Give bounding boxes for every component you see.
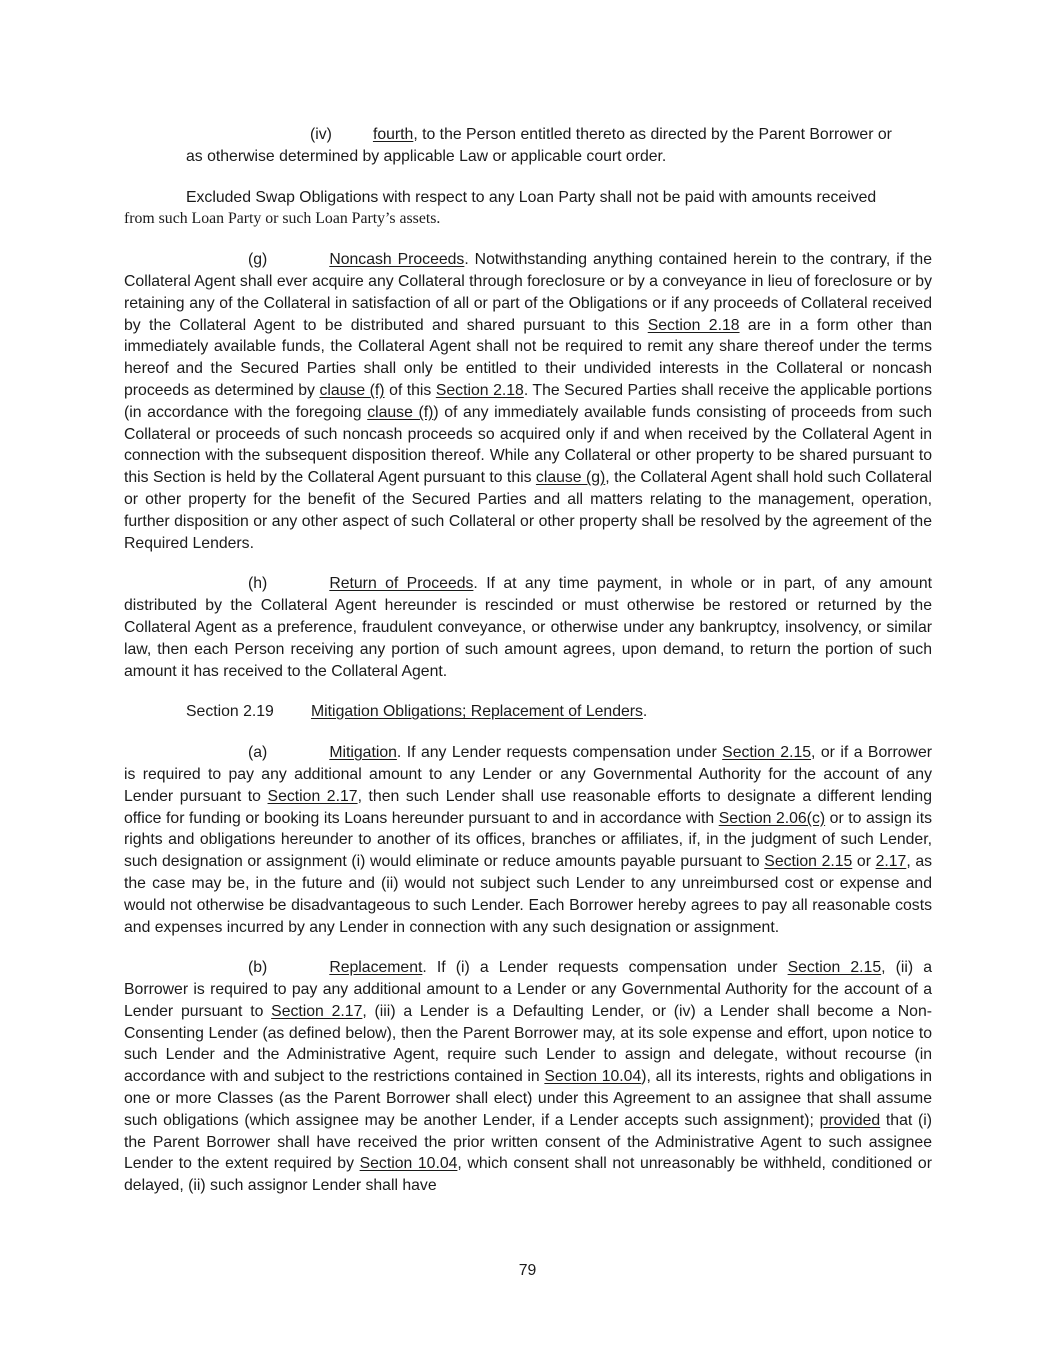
- clause-b-text: , (iii) a Lender is a Defaulting Lender, or (iv) a Lender shall become a Non-Consenting Lender (as defined below), then the Parent Borrower may, at its sole expense and effort, upon notice to such Lender and the Administrative Agent, require such Lender to assign and delegate, without recourse (in accordance with and subject to the restrictions contained in: [124, 1002, 933, 1086]
- section-reference: Section 2.18: [647, 316, 740, 334]
- clause-reference: clause (f): [367, 403, 434, 421]
- section-reference: Section 2.17: [271, 1002, 363, 1020]
- clause-b-marker: (b): [248, 959, 268, 977]
- clause-b-text: , which consent shall not unreasonably be withheld, conditioned or delayed, (ii) such assignor Lender shall have: [124, 1155, 932, 1195]
- clause-h-heading: Return of Proceeds: [329, 575, 474, 593]
- clause-iv-text-cont: as otherwise determined by applicable Law or applicable court order.: [186, 147, 667, 165]
- clause-b: [124, 957, 932, 1197]
- section-reference: Section 2.18: [435, 381, 524, 399]
- clause-b-text: , (ii) a Borrower is required to pay any additional amount to a Lender or any Governmental Authority for the account of a Lender pursuant to: [124, 959, 933, 1020]
- excluded-swap-paragraph: [124, 187, 932, 231]
- section-reference: Section 2.15: [764, 853, 853, 871]
- excluded-line-1: Excluded Swap Obligations with respect to any Loan Party shall not be paid with amounts received: [186, 188, 877, 206]
- section-reference: Section 2.17: [267, 787, 358, 805]
- clause-b-text: . If (i) a Lender requests compensation under: [422, 959, 788, 977]
- clause-g-text: . The Secured Parties shall receive the applicable portions (in accordance with the foregoing: [124, 381, 932, 421]
- clause-a-marker: (a): [248, 744, 268, 762]
- section-reference: Section 10.04: [359, 1155, 458, 1173]
- section-reference: Section 2.15: [722, 744, 812, 762]
- section-title: Mitigation Obligations; Replacement of Lenders: [311, 703, 643, 721]
- clause-g-text: , the Collateral Agent shall hold such Collateral or other property for the benefit of the Secured Parties and all matters relating to the management, operation, further disposition or any other aspect of such Collateral or other property shall be resolved by the agreement of the Required Lenders.: [124, 469, 933, 552]
- clause-a-heading: Mitigation: [329, 744, 397, 762]
- clause-iv-term: fourth: [372, 126, 414, 143]
- section-reference: Section 2.06(c): [718, 809, 826, 827]
- excluded-line-2: from such Loan Party or such Loan Party’s assets.: [124, 210, 441, 228]
- provided-term: provided: [819, 1111, 881, 1129]
- clause-iv-marker: (iv): [310, 126, 332, 143]
- clause-a-text: . If any Lender requests compensation under: [396, 744, 723, 762]
- section-title-period: .: [642, 703, 648, 721]
- clause-g-heading: Noncash Proceeds: [329, 251, 465, 269]
- clause-g-text: . Notwithstanding anything contained herein to the contrary, if the Collateral Agent shall ever acquire any Collateral through foreclosure or by a conveyance in lieu of foreclosure or by retaining any of the Collateral in satisfaction of all or part of the Obligations or if any proceeds of Collateral received by the Collateral Agent to be distributed and shared pursuant to this: [124, 251, 932, 334]
- clause-h-text: . If at any time payment, in whole or in part, of any amount distributed by the Collateral Agent hereunder is rescinded or must otherwise be restored or returned by the Collateral Agent as a preference, fraudulent conveyance, or otherwise under any bankruptcy, insolvency, or similar law, then each Person receiving any portion of such amount agrees, upon demand, to return the portion of such amount it has received to the Collateral Agent.: [124, 575, 932, 680]
- section-reference: 2.17: [875, 853, 907, 871]
- clause-g: [124, 249, 932, 554]
- clause-a-text: , or if a Borrower is required to pay any additional amount to any Lender or any Governmental Authority for the account of any Lender pursuant to: [124, 744, 933, 805]
- clause-g-text: are in a form other than immediately available funds, the Collateral Agent shall not be required to remit any share thereof under the terms hereof and the Secured Parties shall only be entitled to their undivided interests in the Collateral or noncash proceeds as determined by: [124, 316, 933, 399]
- clause-a-text: , then such Lender shall use reasonable efforts to designate a different lending office for funding or booking its Loans hereunder pursuant to and in accordance with: [124, 787, 932, 827]
- clause-iv: [124, 124, 932, 168]
- section-reference: Section 10.04: [544, 1068, 642, 1086]
- clause-iv-text: , to the Person entitled thereto as directed by the Parent Borrower or: [413, 126, 892, 143]
- clause-b-text: that (i) the Parent Borrower shall have received the prior written consent of the Administrative Agent to such assignee Lender to the extent required by: [124, 1111, 932, 1173]
- clause-a-text: , as the case may be, in the future and (ii) would not subject such Lender to any unreimbursed cost or expense and would not otherwise be disadvantageous to such Lender. Each Borrower hereby agrees to pay all reasonable costs and expenses incurred by any Lender in connection with any such designation or assignment.: [124, 853, 933, 936]
- section-heading: [124, 701, 932, 723]
- clause-b-heading: Replacement: [329, 959, 423, 977]
- clause-a: [124, 742, 932, 938]
- page-number: 79: [518, 1262, 537, 1279]
- clause-h-marker: (h): [248, 575, 268, 593]
- clause-g-marker: (g): [248, 251, 268, 269]
- clause-g-text: of this: [384, 381, 436, 399]
- clause-a-text: or: [852, 853, 876, 871]
- clause-h: [124, 573, 932, 682]
- section-number: Section 2.19: [186, 703, 274, 721]
- document-page: [124, 124, 932, 1197]
- clause-reference: clause (g): [535, 469, 606, 487]
- clause-g-text: ) of any immediately available funds consisting of proceeds from such Collateral or proceeds of such noncash proceeds so acquired only if and when received by the Collateral Agent in connection with the subsequent disposition thereof. While any Collateral or other property to be shared pursuant to this Section is held by the Collateral Agent pursuant to this: [124, 403, 932, 487]
- clause-reference: clause (f): [319, 381, 385, 399]
- section-reference: Section 2.15: [787, 959, 882, 977]
- clause-a-text: or to assign its rights and obligations hereunder to another of its offices, branches or affiliates, if, in the judgment of such Lender, such designation or assignment (i) would eliminate or reduce amounts payable pursuant to: [124, 809, 932, 871]
- clause-b-text: ), all its interests, rights and obligations in one or more Classes (as the Parent Borrower shall elect) under this Agreement to an assignee that shall assume such obligations (which assignee may be another Lender, if a Lender accepts such assignment);: [124, 1068, 932, 1129]
